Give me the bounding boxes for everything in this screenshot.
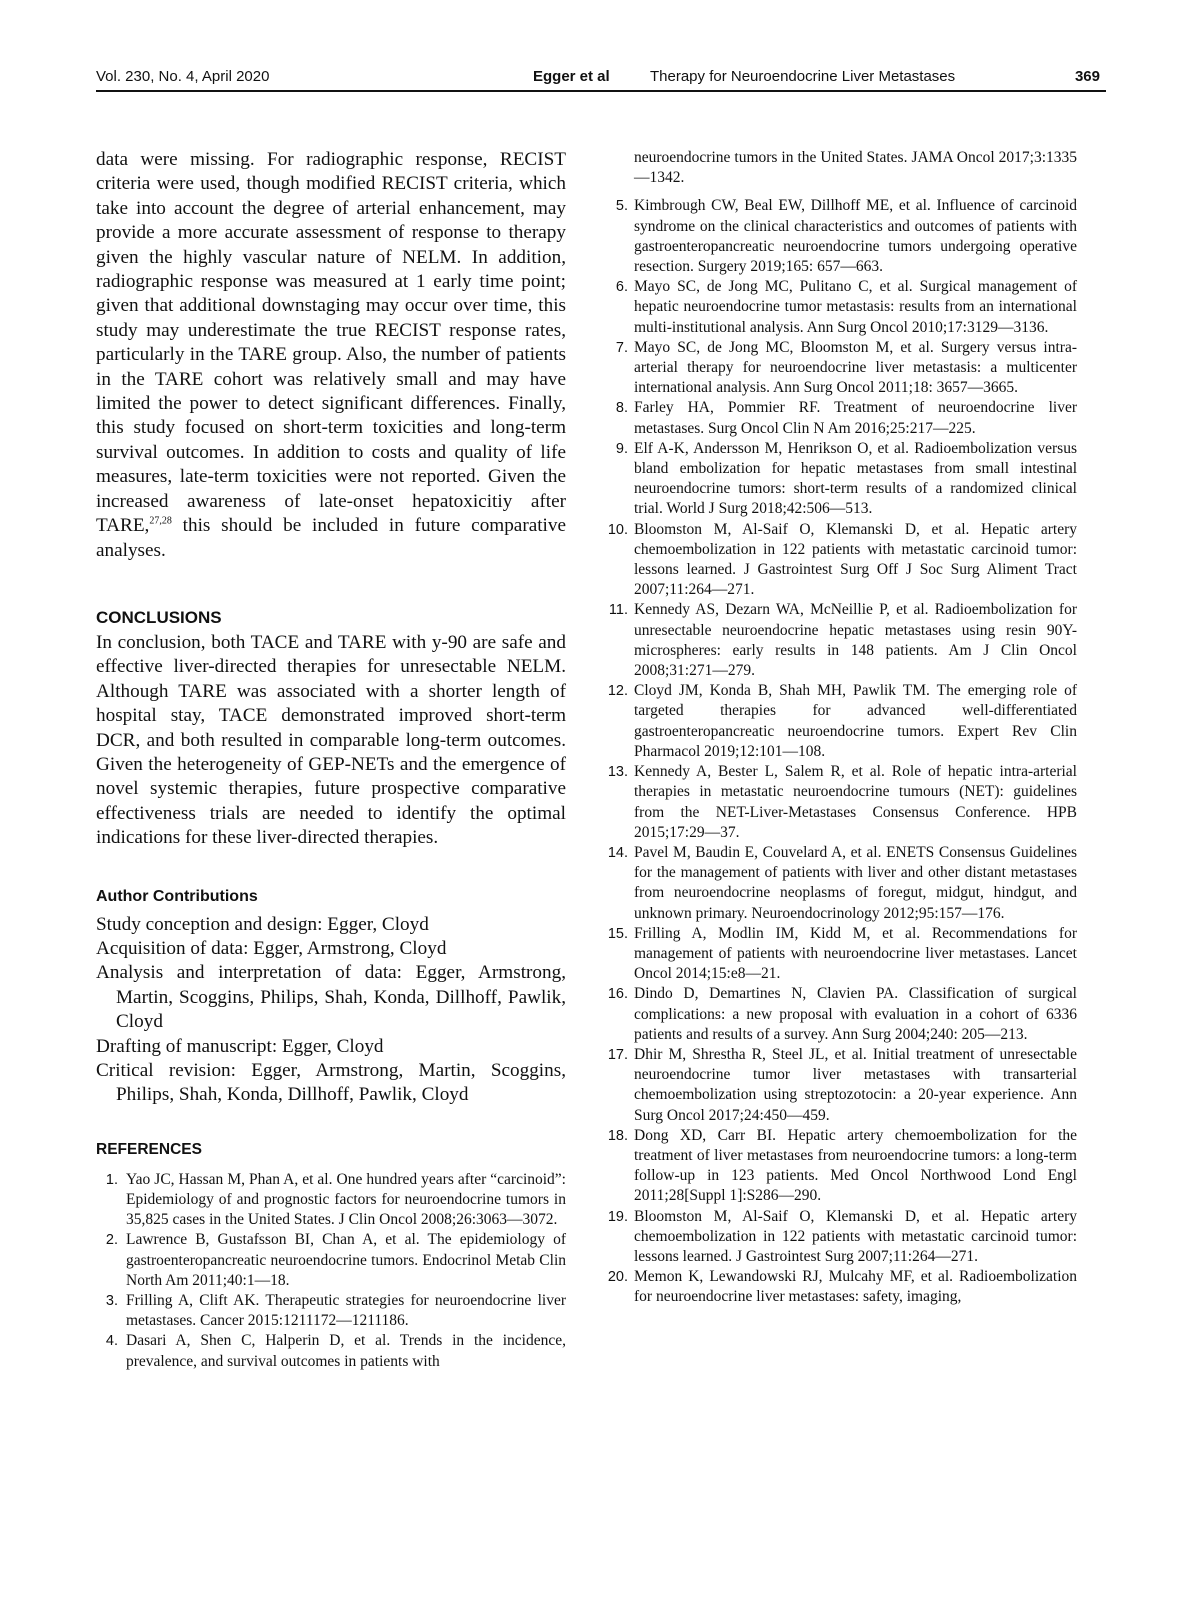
reference-item [96, 1331, 566, 1371]
reference-item [606, 1126, 1077, 1207]
right-column [606, 148, 1077, 1308]
reference-text: Kennedy A, Bester L, Salem R, et al. Role of hepatic intra-arterial therapies in metastatic neuroendocrine tumours (NET): guidelines from the NET-Liver-Metastases Consensus Conference. HPB 2015;17:29—37. [634, 763, 1077, 841]
citation-superscript: 27,28 [149, 515, 172, 527]
reference-text: Kimbrough CW, Beal EW, Dillhoff ME, et al. Influence of carcinoid syndrome on the clinical characteristics and outcomes of patients with gastroenteropancreatic neuroendocrine tumors undergoing operative resection. Surgery 2019;165: 657—663. [634, 197, 1077, 276]
reference-item [606, 681, 1077, 762]
reference-text: Bloomston M, Al-Saif O, Klemanski D, et al. Hepatic artery chemoembolization in 122 patients with metastatic carcinoid tumor: lessons learned. J Gastrointest Surg Off J Soc Surg Aliment Tract 2007;11:264—271. [634, 520, 1077, 599]
contribution-item: Drafting of manuscript: Egger, Cloyd [96, 1035, 384, 1057]
reference-number: 3. [105, 1293, 118, 1310]
reference-item [606, 1207, 1077, 1268]
reference-item [606, 924, 1077, 985]
reference-number: 12. [607, 683, 628, 700]
reference-text: Kennedy AS, Dezarn WA, McNeillie P, et al. Radioembolization for unresectable neuroendocrine hepatic metastases using resin 90Y-microspheres: early results in 148 patients. Am J Clin Oncol 2008;31:271—279. [634, 601, 1077, 680]
author-contributions-list [96, 913, 566, 1108]
reference-text: Frilling A, Clift AK. Therapeutic strategies for neuroendocrine liver metastases. Cancer 2015:1211172—1211186. [126, 1292, 566, 1330]
conclusions-paragraph: In conclusion, both TACE and TARE with y-90 are safe and effective liver-directed therapies for unresectable NELM. Although TARE was associated with a shorter length of hospital stay, TACE demonstrated improved short-term DCR, and both resulted in comparable long-term outcomes. Given the heterogeneity of GEP-NETs and the emergence of novel systemic therapies, future prospective comparative effectiveness trials are needed to identify the optimal indications for these liver-directed therapies. [96, 631, 566, 849]
reference-number: 11. [608, 602, 628, 619]
reference-text: Dasari A, Shen C, Halperin D, et al. Trends in the incidence, prevalence, and survival outcomes in patients with [126, 1332, 566, 1370]
contribution-item: Critical revision: Egger, Armstrong, Martin, Scoggins, Philips, Shah, Konda, Dillhoff, Pawlik, Cloyd [96, 1060, 566, 1106]
references-list-right [606, 196, 1077, 1307]
reference-text: Mayo SC, de Jong MC, Pulitano C, et al. Surgical management of hepatic neuroendocrine tumor metastasis: results from an international multi-institutional analysis. Ann Surg Oncol 2010;17:3129—3136. [634, 278, 1077, 336]
left-column [96, 148, 566, 1372]
reference-item [606, 277, 1077, 338]
discussion-text: data were missing. For radiographic response, RECIST criteria were used, though modified RECIST criteria, which take into account the degree of arterial enhancement, may provide a more accurate assessment of response to therapy given the highly vascular nature of NELM. In addition, radiographic response was measured at 1 early time point; given that additional downstaging may occur over time, this study may underestimate the true RECIST response rates, particularly in the TARE group. Also, the number of patients in the TARE cohort was relatively small and may have limited the power to detect significant differences. Finally, this study focused on short-term toxicities and long-term survival outcomes. In addition to costs and quality of life measures, late-term toxicities were not reported. Given the increased awareness of late-onset hepatoxicitiy after TARE, [96, 149, 566, 537]
reference-number: 20. [607, 1269, 628, 1286]
reference-number: 1. [105, 1171, 118, 1188]
reference-number: 19. [607, 1208, 628, 1225]
reference-number: 7. [615, 339, 628, 356]
reference-text: Frilling A, Modlin IM, Kidd M, et al. Recommendations for management of patients with neuroendocrine liver metastases. Lancet Oncol 2014;15:e8—21. [634, 924, 1077, 983]
reference-item [606, 600, 1077, 681]
reference-text: Dhir M, Shrestha R, Steel JL, et al. Initial treatment of unresectable neuroendocrine tumor liver metastases with transarterial chemoembolization using streptozotocin: a 20-year experience. Ann Surg Oncol 2017;24:450—459. [634, 1045, 1077, 1124]
references-list-left [96, 1170, 566, 1372]
reference-number: 5. [615, 198, 628, 215]
conclusions-heading: CONCLUSIONS [96, 607, 222, 627]
running-title: Therapy for Neuroendocrine Liver Metastases [650, 68, 956, 85]
reference-continuation: neuroendocrine tumors in the United States. JAMA Oncol 2017;3:1335—1342. [634, 149, 1077, 187]
reference-item [96, 1170, 566, 1231]
reference-text: Elf A-K, Andersson M, Henrikson O, et al. Radioembolization versus bland embolization for hepatic metastases from small intestinal neuroendocrine tumors: short-term results of a randomized clinical trial. World J Surg 2018;42:506—513. [634, 439, 1077, 518]
reference-text: Mayo SC, de Jong MC, Bloomston M, et al. Surgery versus intra-arterial therapy for neuroendocrine liver metastasis: a multicenter international analysis. Ann Surg Oncol 2011;18: 3657—3665. [634, 338, 1077, 397]
reference-item [606, 398, 1077, 438]
reference-number: 13. [607, 764, 628, 781]
references-heading: REFERENCES [96, 1140, 202, 1158]
reference-text: Yao JC, Hassan M, Phan A, et al. One hundred years after “carcinoid”: Epidemiology of and prognostic factors for neuroendocrine tumors in 35,825 cases in the United States. J Clin Oncol 2008;26:3063—3072. [126, 1170, 566, 1229]
reference-number: 9. [615, 440, 628, 457]
contribution-item: Analysis and interpretation of data: Egger, Armstrong, Martin, Scoggins, Philips, Shah, Konda, Dillhoff, Pawlik, Cloyd [96, 962, 566, 1033]
reference-text: Lawrence B, Gustafsson BI, Chan A, et al. The epidemiology of gastroenteropancreatic neuroendocrine tumors. Endocrinol Metab Clin North Am 2011;40:1—18. [126, 1231, 566, 1289]
reference-number: 4. [105, 1333, 118, 1350]
reference-item [606, 1267, 1077, 1307]
reference-item [96, 1291, 566, 1331]
reference-text: Pavel M, Baudin E, Couvelard A, et al. ENETS Consensus Guidelines for the management of patients with liver and other distant metastases from neuroendocrine neoplasms of foregut, midgut, hindgut, and unknown primary. Neuroendocrinology 2012;95:157—176. [634, 843, 1077, 922]
reference-text: Cloyd JM, Konda B, Shah MH, Pawlik TM. The emerging role of targeted therapies for advanced well-differentiated gastroenteropancreatic neuroendocrine tumors. Expert Rev Clin Pharmacol 2019;12:101—108. [634, 682, 1077, 760]
journal-volume: Vol. 230, No. 4, April 2020 [96, 68, 270, 85]
reference-item [606, 196, 1077, 277]
reference-item [606, 984, 1077, 1045]
reference-text: Bloomston M, Al-Saif O, Klemanski D, et al. Hepatic artery chemoembolization in 122 patients with metastatic carcinoid tumor: lessons learned. J Gastrointest Surg 2007;11:264—271. [634, 1207, 1077, 1265]
reference-number: 17. [607, 1046, 628, 1063]
reference-item [606, 520, 1077, 601]
reference-number: 10. [607, 521, 628, 538]
contribution-item: Study conception and design: Egger, Cloyd [96, 913, 429, 935]
reference-number: 6. [615, 279, 628, 296]
reference-item [606, 762, 1077, 843]
reference-text: Farley HA, Pommier RF. Treatment of neuroendocrine liver metastases. Surg Oncol Clin N Am 2016;25:217—225. [634, 399, 1077, 437]
reference-item [606, 338, 1077, 399]
reference-item [606, 439, 1077, 520]
reference-item [606, 1045, 1077, 1126]
reference-number: 2. [105, 1232, 118, 1249]
reference-number: 15. [607, 925, 628, 942]
contribution-item: Acquisition of data: Egger, Armstrong, Cloyd [96, 937, 447, 959]
reference-number: 18. [607, 1127, 628, 1144]
reference-text: Dong XD, Carr BI. Hepatic artery chemoembolization for the treatment of liver metastases from neuroendocrine tumors: a long-term follow-up in 123 patients. Med Oncol Northwood Lond Engl 2011;28[Suppl 1]:S286—290. [634, 1126, 1077, 1205]
discussion-text-end: this should be included in future comparative analyses. [96, 515, 566, 561]
reference-text: Memon K, Lewandowski RJ, Mulcahy MF, et al. Radioembolization for neuroendocrine liver metastases: safety, imaging, [634, 1268, 1077, 1306]
reference-number: 16. [607, 986, 628, 1003]
running-header [96, 64, 1106, 92]
page-number: 369 [1074, 68, 1100, 85]
reference-text: Dindo D, Demartines N, Clavien PA. Classification of surgical complications: a new proposal with evaluation in a cohort of 6336 patients and results of a survey. Ann Surg 2004;240: 205—213. [634, 985, 1077, 1043]
author-contributions-heading: Author Contributions [96, 887, 258, 905]
reference-number: 8. [615, 400, 628, 417]
running-authors: Egger et al [533, 68, 610, 85]
reference-item [96, 1230, 566, 1291]
reference-item [606, 843, 1077, 924]
discussion-paragraph [96, 148, 566, 563]
reference-number: 14. [607, 844, 628, 861]
